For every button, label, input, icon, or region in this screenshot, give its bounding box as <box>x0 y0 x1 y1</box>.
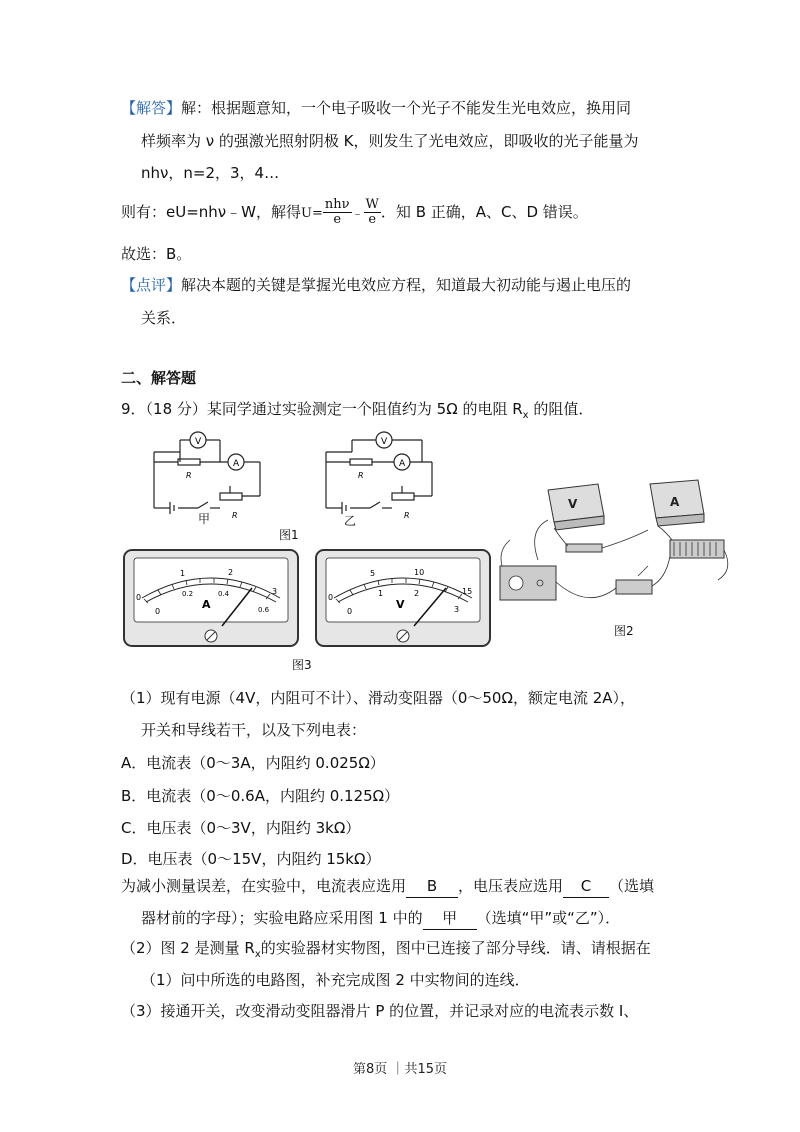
circuit-label-yi: 乙 <box>344 514 357 528</box>
svg-text:0.6: 0.6 <box>258 606 270 614</box>
svg-text:R: R <box>404 511 410 520</box>
part-1-line-2: 开关和导线若干，以及下列电表： <box>141 721 367 739</box>
svg-text:10: 10 <box>414 568 425 577</box>
svg-text:V: V <box>568 497 578 511</box>
comment-text-1: 解决本题的关键是掌握光电效应方程，知道最大初动能与遏止电压的 <box>181 276 632 294</box>
section-heading: 二、解答题 <box>121 369 197 387</box>
fill-text-1c: （选填 <box>609 877 655 895</box>
solution-line-4 <box>121 197 588 229</box>
minus-sign: ﹣ <box>351 206 364 220</box>
solution-line-5: 故选：B。 <box>121 245 192 263</box>
figure-1-label: 图1 <box>279 528 299 542</box>
svg-text:V: V <box>396 598 405 611</box>
svg-text:R: R <box>186 471 192 480</box>
part-2-line-1 <box>121 937 651 966</box>
svg-text:A: A <box>202 598 211 611</box>
fill-text-1a: 为减小测量误差，在实验中，电流表应选用 <box>121 877 407 895</box>
svg-text:0: 0 <box>136 593 142 602</box>
ammeter-dial <box>122 548 300 648</box>
question-stem-pre: 9．（18 分）某同学通过实验测定一个阻值约为 5Ω 的电阻 R <box>121 400 523 418</box>
svg-text:1: 1 <box>180 569 186 578</box>
figure-2-label: 图2 <box>614 624 634 638</box>
svg-text:0: 0 <box>347 607 353 616</box>
part-2-line-2: （1）问中所选的电路图，补充完成图 2 中实物间的连线． <box>141 971 530 989</box>
u-label: U= <box>301 206 323 221</box>
solution-text-1: 解：根据题意知，一个电子吸收一个光子不能发生光电效应，换用同 <box>181 99 632 117</box>
question-stem <box>121 398 593 427</box>
answer-circuit: 甲 <box>423 907 477 930</box>
svg-text:A: A <box>670 495 680 509</box>
footer-page: 第8页 <box>353 1062 388 1077</box>
option-d: D．电压表（0～15V，内阻约 15kΩ） <box>121 850 381 868</box>
svg-text:0: 0 <box>155 607 161 616</box>
option-c: C．电压表（0～3V，内阻约 3kΩ） <box>121 819 361 837</box>
svg-text:15: 15 <box>462 587 473 596</box>
part-2-subscript: x <box>254 949 261 960</box>
circuit-label-jia: 甲 <box>198 512 211 526</box>
svg-text:A: A <box>233 459 240 469</box>
svg-text:0.2: 0.2 <box>182 590 194 598</box>
fill-line-2 <box>141 907 620 930</box>
option-a: A．电流表（0～3A，内阻约 0.025Ω） <box>121 754 385 772</box>
figure-3-label: 图3 <box>292 658 312 672</box>
voltmeter-dial <box>314 548 492 648</box>
footer-separator: ｜ <box>391 1062 405 1077</box>
solution-line-3: nhν，n=2，3，4… <box>141 164 280 182</box>
svg-text:0.4: 0.4 <box>218 590 230 598</box>
solution-equation-pre: 则有：eU=nhν﹣W，解得 <box>121 203 302 221</box>
fraction-w-over-e <box>364 198 381 227</box>
comment-line-1 <box>121 274 631 296</box>
solution-line-1 <box>121 97 631 119</box>
answer-voltage-meter: C <box>563 875 609 898</box>
page-footer <box>0 1058 800 1077</box>
svg-text:5: 5 <box>370 569 376 578</box>
part-1-line-1: （1）现有电源（4V，内阻可不计）、滑动变阻器（0～50Ω，额定电流 2A）， <box>121 689 636 707</box>
part-2-text-a: （2）图 2 是测量 R <box>121 939 255 957</box>
circuit-diagram-jia <box>150 428 270 520</box>
circuit-diagram-yi <box>322 428 442 520</box>
answer-current-meter: B <box>406 875 458 898</box>
svg-text:0: 0 <box>328 593 334 602</box>
part-3-line-1: （3）接通开关，改变滑动变阻器滑片 P 的位置，并记录对应的电流表示数 I、 <box>121 1002 639 1020</box>
part-2-text-b: 的实验器材实物图，图中已连接了部分导线．请、请根据在 <box>260 939 651 957</box>
comment-line-2: 关系． <box>141 309 187 327</box>
option-b: B．电流表（0～0.6A，内阻约 0.125Ω） <box>121 787 400 805</box>
question-stem-subscript: x <box>522 410 529 421</box>
fill-line-1 <box>121 875 654 898</box>
footer-total: 共15页 <box>404 1062 447 1077</box>
fraction-2-numerator: W <box>365 197 379 212</box>
solution-line-2: 样频率为 ν 的强激光照射阴极 K，则发生了光电效应，即吸收的光子能量为 <box>141 132 639 150</box>
solution-equation-post: ．知 B 正确，A、C、D 错误。 <box>380 203 588 221</box>
question-stem-post: 的阻值． <box>528 400 594 418</box>
svg-text:V: V <box>381 437 388 447</box>
fraction-nhv-over-e <box>323 198 352 227</box>
fill-text-1b: ，电压表应选用 <box>458 877 564 895</box>
fraction-2-denominator: e <box>368 212 377 227</box>
svg-text:R: R <box>232 511 238 520</box>
svg-text:2: 2 <box>228 568 234 577</box>
svg-text:A: A <box>399 459 406 469</box>
svg-text:V: V <box>195 437 202 447</box>
svg-text:1: 1 <box>378 589 384 598</box>
fill-text-2a: 器材前的字母）；实验电路应采用图 1 中的 <box>141 909 423 927</box>
solution-tag: 【解答】 <box>121 99 182 117</box>
svg-text:3: 3 <box>272 587 278 596</box>
fraction-1-denominator: e <box>333 212 342 227</box>
fraction-1-numerator: nhν <box>324 197 350 212</box>
comment-tag: 【点评】 <box>121 276 182 294</box>
fill-text-2b: （选填“甲”或“乙”）． <box>476 909 621 927</box>
apparatus-photo <box>498 470 738 620</box>
svg-text:R: R <box>358 471 364 480</box>
svg-text:3: 3 <box>454 605 460 614</box>
svg-text:2: 2 <box>414 589 420 598</box>
